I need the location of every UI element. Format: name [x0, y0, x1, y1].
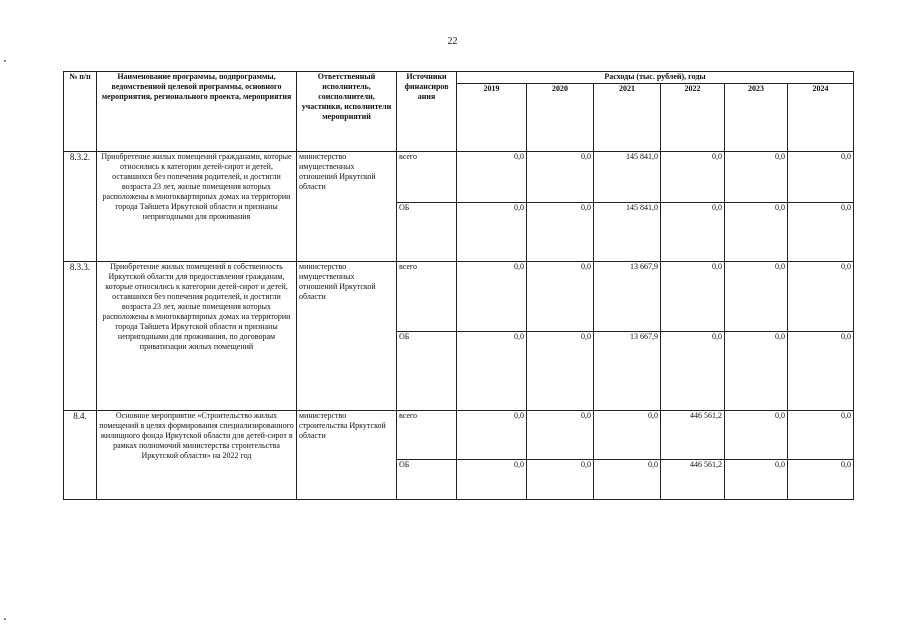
header-executor: Ответственный исполнитель, соисполнители, участники, исполнители мероприятий: [297, 72, 397, 152]
value-cell: 0,0: [725, 203, 788, 262]
value-cell: 13 667,9: [594, 262, 661, 332]
row-name: Основное мероприятие «Строительство жилых помещений в целях формирования специализированного жилищного фонда Иркутской области для детей-сирот в рамках полномочий министерства строительства Иркутской области» на 2022 год: [97, 411, 297, 500]
value-cell: 0,0: [725, 152, 788, 203]
header-year: 2020: [527, 84, 594, 152]
header-year: 2022: [661, 84, 725, 152]
value-cell: 13 667,9: [594, 332, 661, 411]
row-name: Приобретение жилых помещений гражданами, которые относились к категории детей-сирот и детей, оставшихся без попечения родителей, и достигли возраста 23 лет, жилые помещения которых расположены в многоквартирных домах на территории города Тайшета Иркутской области и признаны непригодными для проживания: [97, 152, 297, 262]
value-cell: 145 841,0: [594, 152, 661, 203]
page-number: 22: [447, 36, 458, 47]
value-cell: 0,0: [527, 262, 594, 332]
value-cell: 0,0: [788, 460, 854, 500]
row-number: 8.3.3.: [64, 262, 97, 411]
budget-table: [63, 71, 854, 500]
value-cell: 0,0: [788, 411, 854, 460]
value-cell: 0,0: [661, 262, 725, 332]
value-cell: 0,0: [527, 203, 594, 262]
value-cell: 0,0: [788, 152, 854, 203]
value-cell: 0,0: [527, 460, 594, 500]
value-cell: 0,0: [457, 332, 527, 411]
value-cell: 0,0: [594, 460, 661, 500]
header-name: Наименование программы, подпрограммы, ведомственной целевой программы, основного мероприятия, регионального проекта, мероприятия: [97, 72, 297, 152]
header-expenses: Расходы (тыс. рублей), годы: [457, 72, 854, 84]
value-cell: 0,0: [788, 203, 854, 262]
value-cell: 0,0: [594, 411, 661, 460]
row-executor: министерство строительства Иркутской области: [297, 411, 397, 500]
margin-mark: [4, 618, 6, 620]
value-cell: 0,0: [527, 152, 594, 203]
row-executor: министерство имущественных отношений Иркутской области: [297, 262, 397, 411]
header-year: 2024: [788, 84, 854, 152]
row-source: ОБ: [397, 203, 457, 262]
value-cell: 145 841,0: [594, 203, 661, 262]
row-source: ОБ: [397, 460, 457, 500]
header-year: 2019: [457, 84, 527, 152]
row-executor: министерство имущественных отношений Иркутской области: [297, 152, 397, 262]
row-source: всего: [397, 152, 457, 203]
value-cell: 0,0: [788, 262, 854, 332]
value-cell: 0,0: [725, 411, 788, 460]
value-cell: 0,0: [661, 152, 725, 203]
value-cell: 0,0: [457, 460, 527, 500]
value-cell: 0,0: [725, 460, 788, 500]
row-number: 8.3.2.: [64, 152, 97, 262]
value-cell: 0,0: [725, 262, 788, 332]
value-cell: 0,0: [661, 203, 725, 262]
value-cell: 0,0: [527, 411, 594, 460]
value-cell: 0,0: [457, 262, 527, 332]
header-source: Источники финансиров ания: [397, 72, 457, 152]
row-source: всего: [397, 411, 457, 460]
value-cell: 0,0: [661, 332, 725, 411]
value-cell: 0,0: [457, 203, 527, 262]
row-name: Приобретение жилых помещений в собственность Иркутской области для предоставления гражданам, которые относились к категории детей-сирот и детей, оставшихся без попечения родителей, и достигли возраста 23 лет, жилые помещения которых расположены в многоквартирных домах на территории города Тайшета Иркутской области и признаны непригодными для проживания, по договорам приватизации жилых помещений: [97, 262, 297, 411]
margin-mark: [4, 60, 6, 62]
table-row: [64, 152, 854, 203]
table-row: [64, 411, 854, 460]
header-year: 2023: [725, 84, 788, 152]
table-row: [64, 262, 854, 332]
row-source: всего: [397, 262, 457, 332]
row-source: ОБ: [397, 332, 457, 411]
value-cell: 0,0: [788, 332, 854, 411]
header-year: 2021: [594, 84, 661, 152]
value-cell: 0,0: [725, 332, 788, 411]
value-cell: 0,0: [527, 332, 594, 411]
value-cell: 0,0: [457, 411, 527, 460]
value-cell: 0,0: [457, 152, 527, 203]
value-cell: 446 561,2: [661, 411, 725, 460]
row-number: 8.4.: [64, 411, 97, 500]
header-number: № п/п: [64, 72, 97, 152]
value-cell: 446 561,2: [661, 460, 725, 500]
